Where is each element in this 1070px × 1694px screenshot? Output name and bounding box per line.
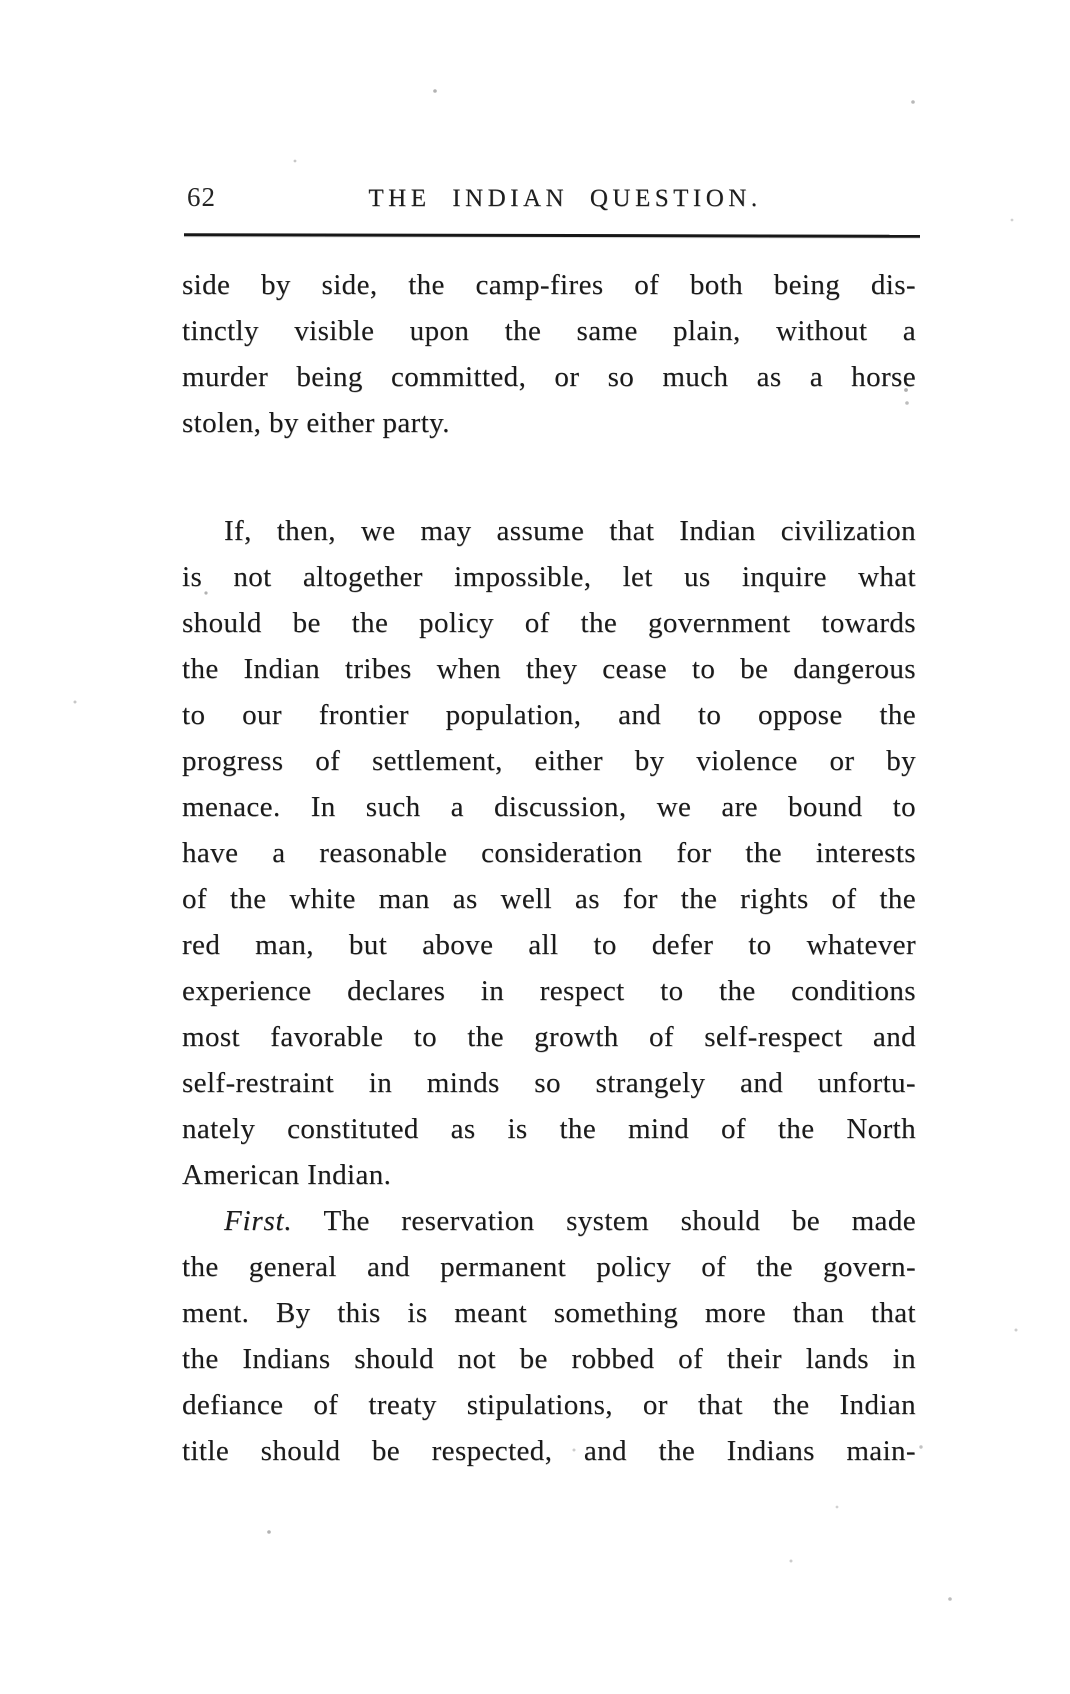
text-line: the Indians should not be robbed of their lands in [182, 1343, 916, 1375]
paragraph [182, 1198, 916, 1474]
running-title: THE INDIAN QUESTION. [368, 185, 762, 212]
page-body [182, 262, 916, 1474]
text-line: self-restraint in minds so strangely and unfortu- [182, 1067, 916, 1099]
text-line: the general and permanent policy of the govern- [182, 1251, 916, 1283]
text-line: murder being committed, or so much as a horse [182, 361, 916, 393]
text-line: title should be respected, and the Indians main- [182, 1435, 916, 1467]
text-line: is not altogether impossible, let us inquire what [182, 561, 916, 593]
header-rule [184, 233, 920, 238]
text-line: nately constituted as is the mind of the North [182, 1113, 916, 1145]
text-line: menace. In such a discussion, we are bound to [182, 791, 916, 823]
scan-specks [0, 0, 2, 2]
text-line: side by side, the camp-fires of both being dis- [182, 269, 916, 301]
text-line: of the white man as well as for the rights of the [182, 883, 916, 915]
text-line: defiance of treaty stipulations, or that the Indian [182, 1389, 916, 1421]
text-line: tinctly visible upon the same plain, without a [182, 315, 916, 347]
text-line: the Indian tribes when they cease to be dangerous [182, 653, 916, 685]
text-line: experience declares in respect to the conditions [182, 975, 916, 1007]
paragraph [182, 262, 916, 446]
italic-lead: First. [224, 1205, 293, 1237]
text-line: If, then, we may assume that Indian civilization [224, 515, 916, 547]
text-line: progress of settlement, either by violence or by [182, 745, 916, 777]
text-line: should be the policy of the government towards [182, 607, 916, 639]
text-line: have a reasonable consideration for the interests [182, 837, 916, 869]
page-header [183, 182, 917, 218]
text-line: to our frontier population, and to oppose the [182, 699, 916, 731]
text-line: red man, but above all to defer to whatever [182, 929, 916, 961]
text-line: most favorable to the growth of self-respect and [182, 1021, 916, 1053]
text-line: ment. By this is meant something more than that [182, 1297, 916, 1329]
text-line: American Indian. [182, 1159, 392, 1191]
text-line: stolen, by either party. [182, 407, 450, 439]
page-number: 62 [187, 182, 216, 212]
text-line: First. The reservation system should be made [224, 1205, 916, 1237]
paragraph [182, 508, 916, 1198]
